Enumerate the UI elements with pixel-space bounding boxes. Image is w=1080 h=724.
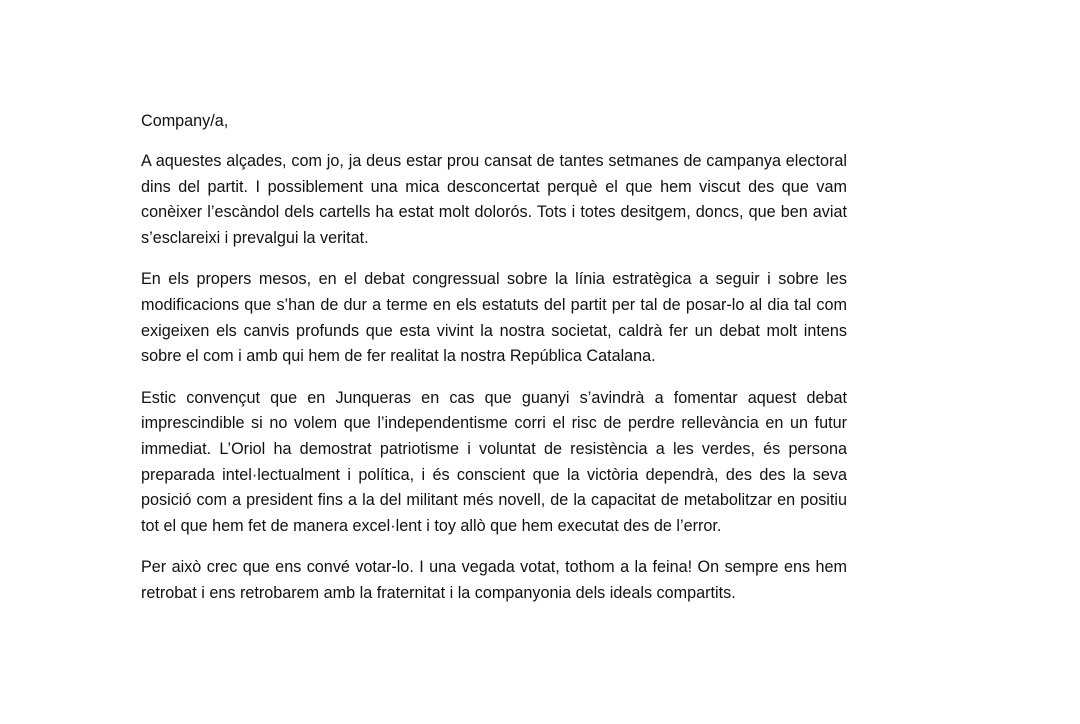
- letter-paragraph-2: En els propers mesos, en el debat congressual sobre la línia estratègica a seguir i sobre les modificacions que s’han de dur a terme en els estatuts del partit per tal de posar-lo al dia tal com exigeixen els canvis profunds que esta vivint la nostra societat, caldrà fer un debat molt intens sobre el com i amb qui hem de fer realitat la nostra República Catalana.: [141, 270, 847, 366]
- letter-salutation: Company/a,: [141, 112, 229, 130]
- letter-body: [141, 108, 847, 623]
- letter-paragraph-3: Estic convençut que en Junqueras en cas que guanyi s’avindrà a fomentar aquest debat imprescindible si no volem que l’independentisme corri el risc de perdre rellevància en un futur immediat. L’Oriol ha demostrat patriotisme i voluntat de resistència a les verdes, és persona preparada intel·lectualment i política, i és conscient que la victòria dependrà, des des la seva posició com a president fins a la del militant més novell, de la capacitat de metabolitzar en positiu tot el que hem fet de manera excel·lent i toy allò que hem executat des de l’error.: [141, 388, 847, 535]
- letter-paragraph-1: A aquestes alçades, com jo, ja deus estar prou cansat de tantes setmanes de campanya electoral dins del partit. I possiblement una mica desconcertat perquè el que hem viscut des que vam conèixer l’escàndol dels cartells ha estat molt dolorós. Tots i totes desitgem, doncs, que ben aviat s’esclareixi i prevalgui la veritat.: [141, 152, 847, 247]
- letter-paragraph-4: Per això crec que ens convé votar-lo. I una vegada votat, tothom a la feina! On sempre ens hem retrobat i ens retrobarem amb la fraternitat i la companyonia dels ideals compartits.: [141, 558, 847, 602]
